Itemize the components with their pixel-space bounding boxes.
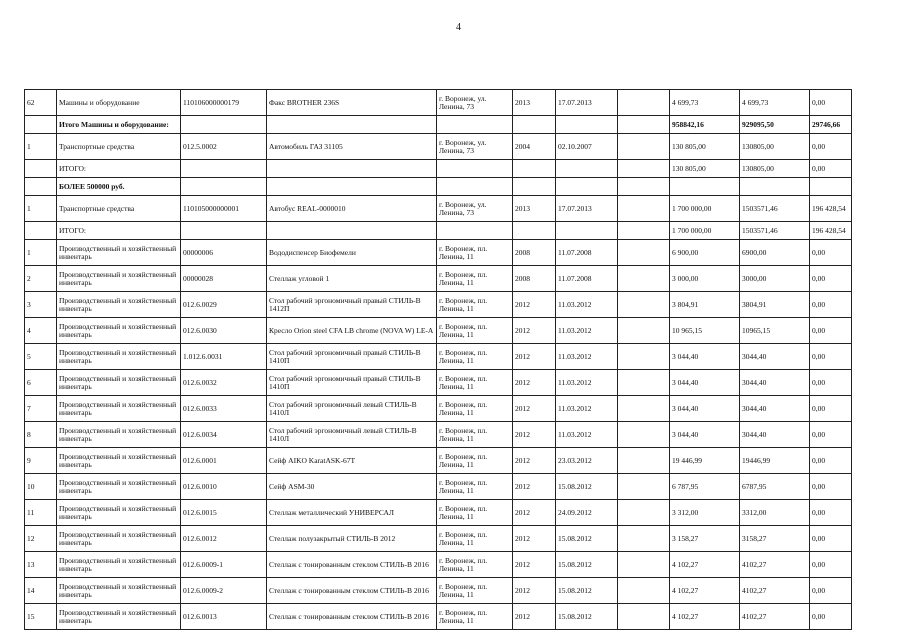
cell-no: 15 <box>25 604 57 630</box>
table-row <box>25 422 852 448</box>
cell-name: Стол рабочий эргономичный правый СТИЛЬ-В 1412П <box>267 292 437 318</box>
cell-residual: 0,00 <box>810 448 852 474</box>
cell-address: г. Воронеж, пл. Ленина, 11 <box>437 474 513 500</box>
cell-depreciation: 4 699,73 <box>740 90 810 116</box>
cell-code: 110106000000179 <box>181 90 267 116</box>
cell-no: 8 <box>25 422 57 448</box>
cell-residual: 0,00 <box>810 266 852 292</box>
cell-depreciation: 19446,99 <box>740 448 810 474</box>
cell-code <box>181 222 267 240</box>
table-row <box>25 344 852 370</box>
cell-blank <box>618 266 670 292</box>
cell-name: Факс BROTHER 236S <box>267 90 437 116</box>
cell-residual: 0,00 <box>810 370 852 396</box>
cell-year: 2012 <box>513 474 556 500</box>
cell-year: 2013 <box>513 196 556 222</box>
cell-code: 012.6.0030 <box>181 318 267 344</box>
cell-no: 1 <box>25 196 57 222</box>
cell-code: 012.6.0010 <box>181 474 267 500</box>
asset-table <box>24 89 852 630</box>
cell-year <box>513 160 556 178</box>
cell-code: 012.5.0002 <box>181 134 267 160</box>
table-row <box>25 500 852 526</box>
cell-residual <box>810 178 852 196</box>
table-row <box>25 370 852 396</box>
cell-depreciation: 130805,00 <box>740 134 810 160</box>
cell-name: Стол рабочий эргономичный левый СТИЛЬ-В 1410Л <box>267 396 437 422</box>
cell-year <box>513 222 556 240</box>
cell-name: Автомобиль ГАЗ 31105 <box>267 134 437 160</box>
cell-blank <box>618 578 670 604</box>
cell-residual: 0,00 <box>810 396 852 422</box>
cell-category: Производственный и хозяйственный инвентарь <box>57 396 181 422</box>
cell-initial: 10 965,15 <box>670 318 740 344</box>
cell-depreciation: 3158,27 <box>740 526 810 552</box>
cell-depreciation: 3044,40 <box>740 344 810 370</box>
cell-residual: 196 428,54 <box>810 196 852 222</box>
table-row <box>25 526 852 552</box>
cell-year: 2012 <box>513 578 556 604</box>
cell-category: Транспортные средства <box>57 134 181 160</box>
cell-year: 2012 <box>513 552 556 578</box>
cell-initial: 3 044,40 <box>670 370 740 396</box>
cell-code: 110105000000001 <box>181 196 267 222</box>
cell-no: 13 <box>25 552 57 578</box>
cell-depreciation: 3044,40 <box>740 370 810 396</box>
cell-residual: 0,00 <box>810 160 852 178</box>
table-row <box>25 578 852 604</box>
cell-address: г. Воронеж, ул. Ленина, 73 <box>437 196 513 222</box>
cell-no: 3 <box>25 292 57 318</box>
cell-date: 15.08.2012 <box>556 474 618 500</box>
cell-code: 012.6.0029 <box>181 292 267 318</box>
cell-name: Вододиспенсер Биофемели <box>267 240 437 266</box>
cell-category: Производственный и хозяйственный инвентарь <box>57 578 181 604</box>
cell-blank <box>618 240 670 266</box>
cell-blank <box>618 90 670 116</box>
cell-initial: 1 700 000,00 <box>670 222 740 240</box>
cell-address: г. Воронеж, пл. Ленина, 11 <box>437 266 513 292</box>
cell-date: 15.08.2012 <box>556 578 618 604</box>
cell-depreciation: 1503571,46 <box>740 222 810 240</box>
cell-date: 11.03.2012 <box>556 344 618 370</box>
total-row <box>25 116 852 134</box>
cell-address: г. Воронеж, пл. Ленина, 11 <box>437 526 513 552</box>
cell-blank <box>618 134 670 160</box>
cell-residual: 0,00 <box>810 552 852 578</box>
cell-depreciation: 4102,27 <box>740 578 810 604</box>
cell-initial: 3 044,40 <box>670 344 740 370</box>
cell-name <box>267 178 437 196</box>
cell-date: 11.03.2012 <box>556 422 618 448</box>
cell-category: Производственный и хозяйственный инвентарь <box>57 240 181 266</box>
cell-initial: 4 102,27 <box>670 552 740 578</box>
cell-no: 62 <box>25 90 57 116</box>
cell-code: 1.012.6.0031 <box>181 344 267 370</box>
cell-year <box>513 116 556 134</box>
cell-year <box>513 178 556 196</box>
table-row <box>25 552 852 578</box>
table-row <box>25 240 852 266</box>
cell-address: г. Воронеж, пл. Ленина, 11 <box>437 578 513 604</box>
cell-initial: 4 102,27 <box>670 604 740 630</box>
cell-name: Стеллаж с тонированным стеклом СТИЛЬ-В 2016 <box>267 604 437 630</box>
cell-depreciation: 929095,50 <box>740 116 810 134</box>
cell-depreciation: 4102,27 <box>740 604 810 630</box>
cell-code: 00000028 <box>181 266 267 292</box>
cell-date: 11.03.2012 <box>556 396 618 422</box>
cell-residual: 0,00 <box>810 134 852 160</box>
cell-blank <box>618 222 670 240</box>
cell-address: г. Воронеж, пл. Ленина, 11 <box>437 318 513 344</box>
section-header-row <box>25 178 852 196</box>
cell-address: г. Воронеж, пл. Ленина, 11 <box>437 292 513 318</box>
cell-blank <box>618 160 670 178</box>
cell-address: г. Воронеж, пл. Ленина, 11 <box>437 240 513 266</box>
cell-year: 2012 <box>513 292 556 318</box>
cell-category: Производственный и хозяйственный инвентарь <box>57 266 181 292</box>
cell-no: 12 <box>25 526 57 552</box>
cell-date: 17.07.2013 <box>556 196 618 222</box>
cell-blank <box>618 292 670 318</box>
cell-code: 00000006 <box>181 240 267 266</box>
cell-code: 012.6.0009-2 <box>181 578 267 604</box>
cell-residual: 0,00 <box>810 578 852 604</box>
cell-name: Стеллаж с тонированным стеклом СТИЛЬ-В 2016 <box>267 552 437 578</box>
cell-blank <box>618 396 670 422</box>
cell-category: Производственный и хозяйственный инвентарь <box>57 500 181 526</box>
cell-address <box>437 222 513 240</box>
cell-category: Итого Машины и оборудование: <box>57 116 181 134</box>
cell-name: Стеллаж полузакрытый СТИЛЬ-В 2012 <box>267 526 437 552</box>
cell-year: 2012 <box>513 318 556 344</box>
cell-name: Стол рабочий эргономичный правый СТИЛЬ-В 1410П <box>267 344 437 370</box>
cell-address: г. Воронеж, пл. Ленина, 11 <box>437 344 513 370</box>
table-row <box>25 474 852 500</box>
total-row <box>25 160 852 178</box>
cell-date: 15.08.2012 <box>556 526 618 552</box>
cell-category: БОЛЕЕ 500000 руб. <box>57 178 181 196</box>
table-row <box>25 448 852 474</box>
cell-address <box>437 160 513 178</box>
cell-date: 24.09.2012 <box>556 500 618 526</box>
cell-depreciation: 3044,40 <box>740 422 810 448</box>
cell-residual: 0,00 <box>810 344 852 370</box>
table-row <box>25 292 852 318</box>
cell-blank <box>618 196 670 222</box>
cell-initial: 3 804,91 <box>670 292 740 318</box>
cell-depreciation <box>740 178 810 196</box>
cell-residual: 0,00 <box>810 240 852 266</box>
cell-year: 2012 <box>513 500 556 526</box>
cell-name: Стеллаж с тонированным стеклом СТИЛЬ-В 2016 <box>267 578 437 604</box>
cell-date: 15.08.2012 <box>556 552 618 578</box>
cell-name: Автобус REAL-0000010 <box>267 196 437 222</box>
cell-blank <box>618 422 670 448</box>
cell-initial: 19 446,99 <box>670 448 740 474</box>
cell-residual: 0,00 <box>810 474 852 500</box>
cell-depreciation: 6787,95 <box>740 474 810 500</box>
cell-initial: 4 102,27 <box>670 578 740 604</box>
cell-address: г. Воронеж, пл. Ленина, 11 <box>437 370 513 396</box>
cell-depreciation: 3312,00 <box>740 500 810 526</box>
cell-date <box>556 222 618 240</box>
cell-code: 012.6.0012 <box>181 526 267 552</box>
cell-name: Сейф AIKO KaratASK-67T <box>267 448 437 474</box>
cell-blank <box>618 370 670 396</box>
cell-date: 11.07.2008 <box>556 266 618 292</box>
cell-code <box>181 178 267 196</box>
cell-initial: 3 044,40 <box>670 396 740 422</box>
cell-code: 012.6.0001 <box>181 448 267 474</box>
cell-category: Транспортные средства <box>57 196 181 222</box>
cell-depreciation: 3804,91 <box>740 292 810 318</box>
cell-blank <box>618 604 670 630</box>
cell-category: Производственный и хозяйственный инвентарь <box>57 370 181 396</box>
cell-date: 11.07.2008 <box>556 240 618 266</box>
cell-no: 10 <box>25 474 57 500</box>
cell-initial: 6 900,00 <box>670 240 740 266</box>
cell-initial: 3 044,40 <box>670 422 740 448</box>
cell-date: 02.10.2007 <box>556 134 618 160</box>
cell-date: 11.03.2012 <box>556 370 618 396</box>
cell-category: Производственный и хозяйственный инвентарь <box>57 448 181 474</box>
cell-residual: 29746,66 <box>810 116 852 134</box>
cell-code: 012.6.0033 <box>181 396 267 422</box>
cell-category: Производственный и хозяйственный инвентарь <box>57 526 181 552</box>
cell-residual: 0,00 <box>810 90 852 116</box>
cell-date: 15.08.2012 <box>556 604 618 630</box>
cell-address: г. Воронеж, пл. Ленина, 11 <box>437 552 513 578</box>
cell-category: Производственный и хозяйственный инвентарь <box>57 318 181 344</box>
cell-depreciation: 1503571,46 <box>740 196 810 222</box>
cell-initial: 6 787,95 <box>670 474 740 500</box>
table-row <box>25 134 852 160</box>
cell-date: 11.03.2012 <box>556 318 618 344</box>
table-row <box>25 266 852 292</box>
cell-address <box>437 116 513 134</box>
cell-address <box>437 178 513 196</box>
cell-year: 2012 <box>513 448 556 474</box>
cell-address: г. Воронеж, пл. Ленина, 11 <box>437 500 513 526</box>
cell-blank <box>618 526 670 552</box>
cell-date <box>556 178 618 196</box>
cell-residual: 0,00 <box>810 318 852 344</box>
cell-blank <box>618 318 670 344</box>
cell-no: 6 <box>25 370 57 396</box>
table-row <box>25 196 852 222</box>
cell-address: г. Воронеж, ул. Ленина, 73 <box>437 134 513 160</box>
cell-initial: 3 000,00 <box>670 266 740 292</box>
cell-date <box>556 160 618 178</box>
cell-name: Сейф ASM-30 <box>267 474 437 500</box>
cell-name <box>267 116 437 134</box>
cell-year: 2008 <box>513 240 556 266</box>
cell-no: 14 <box>25 578 57 604</box>
cell-initial: 1 700 000,00 <box>670 196 740 222</box>
cell-code: 012.6.0032 <box>181 370 267 396</box>
cell-address: г. Воронеж, пл. Ленина, 11 <box>437 604 513 630</box>
cell-depreciation: 3000,00 <box>740 266 810 292</box>
cell-depreciation: 4102,27 <box>740 552 810 578</box>
cell-name <box>267 222 437 240</box>
cell-no <box>25 178 57 196</box>
cell-no: 5 <box>25 344 57 370</box>
table-row <box>25 90 852 116</box>
cell-no <box>25 116 57 134</box>
cell-initial: 3 158,27 <box>670 526 740 552</box>
cell-blank <box>618 344 670 370</box>
cell-depreciation: 6900,00 <box>740 240 810 266</box>
cell-blank <box>618 448 670 474</box>
cell-blank <box>618 552 670 578</box>
cell-no: 7 <box>25 396 57 422</box>
cell-address: г. Воронеж, пл. Ленина, 11 <box>437 448 513 474</box>
cell-initial: 130 805,00 <box>670 134 740 160</box>
cell-date: 17.07.2013 <box>556 90 618 116</box>
cell-year: 2012 <box>513 344 556 370</box>
cell-blank <box>618 178 670 196</box>
cell-category: Машины и оборудование <box>57 90 181 116</box>
page-number: 4 <box>456 22 461 33</box>
cell-blank <box>618 474 670 500</box>
cell-name: Стеллаж металлический УНИВЕРСАЛ <box>267 500 437 526</box>
cell-initial: 3 312,00 <box>670 500 740 526</box>
cell-initial <box>670 178 740 196</box>
cell-code: 012.6.0013 <box>181 604 267 630</box>
cell-no: 11 <box>25 500 57 526</box>
cell-category: Производственный и хозяйственный инвентарь <box>57 344 181 370</box>
cell-code: 012.6.0034 <box>181 422 267 448</box>
cell-address: г. Воронеж, ул. Ленина, 73 <box>437 90 513 116</box>
cell-initial: 4 699,73 <box>670 90 740 116</box>
cell-date: 23.03.2012 <box>556 448 618 474</box>
cell-initial: 130 805,00 <box>670 160 740 178</box>
cell-year: 2012 <box>513 422 556 448</box>
cell-address: г. Воронеж, пл. Ленина, 11 <box>437 422 513 448</box>
cell-name <box>267 160 437 178</box>
cell-blank <box>618 116 670 134</box>
cell-category: Производственный и хозяйственный инвентарь <box>57 474 181 500</box>
cell-residual: 0,00 <box>810 422 852 448</box>
cell-year: 2013 <box>513 90 556 116</box>
cell-code: 012.6.0015 <box>181 500 267 526</box>
cell-code <box>181 116 267 134</box>
cell-depreciation: 10965,15 <box>740 318 810 344</box>
cell-year: 2012 <box>513 604 556 630</box>
cell-name: Стол рабочий эргономичный правый СТИЛЬ-В 1410П <box>267 370 437 396</box>
cell-code: 012.6.0009-1 <box>181 552 267 578</box>
cell-address: г. Воронеж, пл. Ленина, 11 <box>437 396 513 422</box>
cell-residual: 0,00 <box>810 500 852 526</box>
cell-no: 1 <box>25 134 57 160</box>
cell-year: 2012 <box>513 370 556 396</box>
cell-no: 1 <box>25 240 57 266</box>
table-row <box>25 396 852 422</box>
cell-year: 2008 <box>513 266 556 292</box>
cell-category: ИТОГО: <box>57 222 181 240</box>
cell-no: 4 <box>25 318 57 344</box>
cell-blank <box>618 500 670 526</box>
cell-no: 9 <box>25 448 57 474</box>
cell-category: Производственный и хозяйственный инвентарь <box>57 292 181 318</box>
cell-category: ИТОГО: <box>57 160 181 178</box>
cell-year: 2012 <box>513 396 556 422</box>
table-row <box>25 318 852 344</box>
cell-date: 11.03.2012 <box>556 292 618 318</box>
cell-no <box>25 222 57 240</box>
cell-date <box>556 116 618 134</box>
cell-name: Кресло Orion steel CFA LB chrome (NOVA W) LE-A <box>267 318 437 344</box>
cell-category: Производственный и хозяйственный инвентарь <box>57 552 181 578</box>
total-row <box>25 222 852 240</box>
cell-year: 2012 <box>513 526 556 552</box>
cell-code <box>181 160 267 178</box>
cell-depreciation: 3044,40 <box>740 396 810 422</box>
cell-depreciation: 130805,00 <box>740 160 810 178</box>
cell-year: 2004 <box>513 134 556 160</box>
cell-residual: 0,00 <box>810 526 852 552</box>
cell-name: Стол рабочий эргономичный левый СТИЛЬ-В 1410Л <box>267 422 437 448</box>
cell-no: 2 <box>25 266 57 292</box>
cell-name: Стеллаж угловой 1 <box>267 266 437 292</box>
cell-residual: 0,00 <box>810 292 852 318</box>
cell-category: Производственный и хозяйственный инвентарь <box>57 422 181 448</box>
cell-residual: 0,00 <box>810 604 852 630</box>
cell-residual: 196 428,54 <box>810 222 852 240</box>
cell-category: Производственный и хозяйственный инвентарь <box>57 604 181 630</box>
cell-initial: 958842,16 <box>670 116 740 134</box>
cell-no <box>25 160 57 178</box>
table-row <box>25 604 852 630</box>
